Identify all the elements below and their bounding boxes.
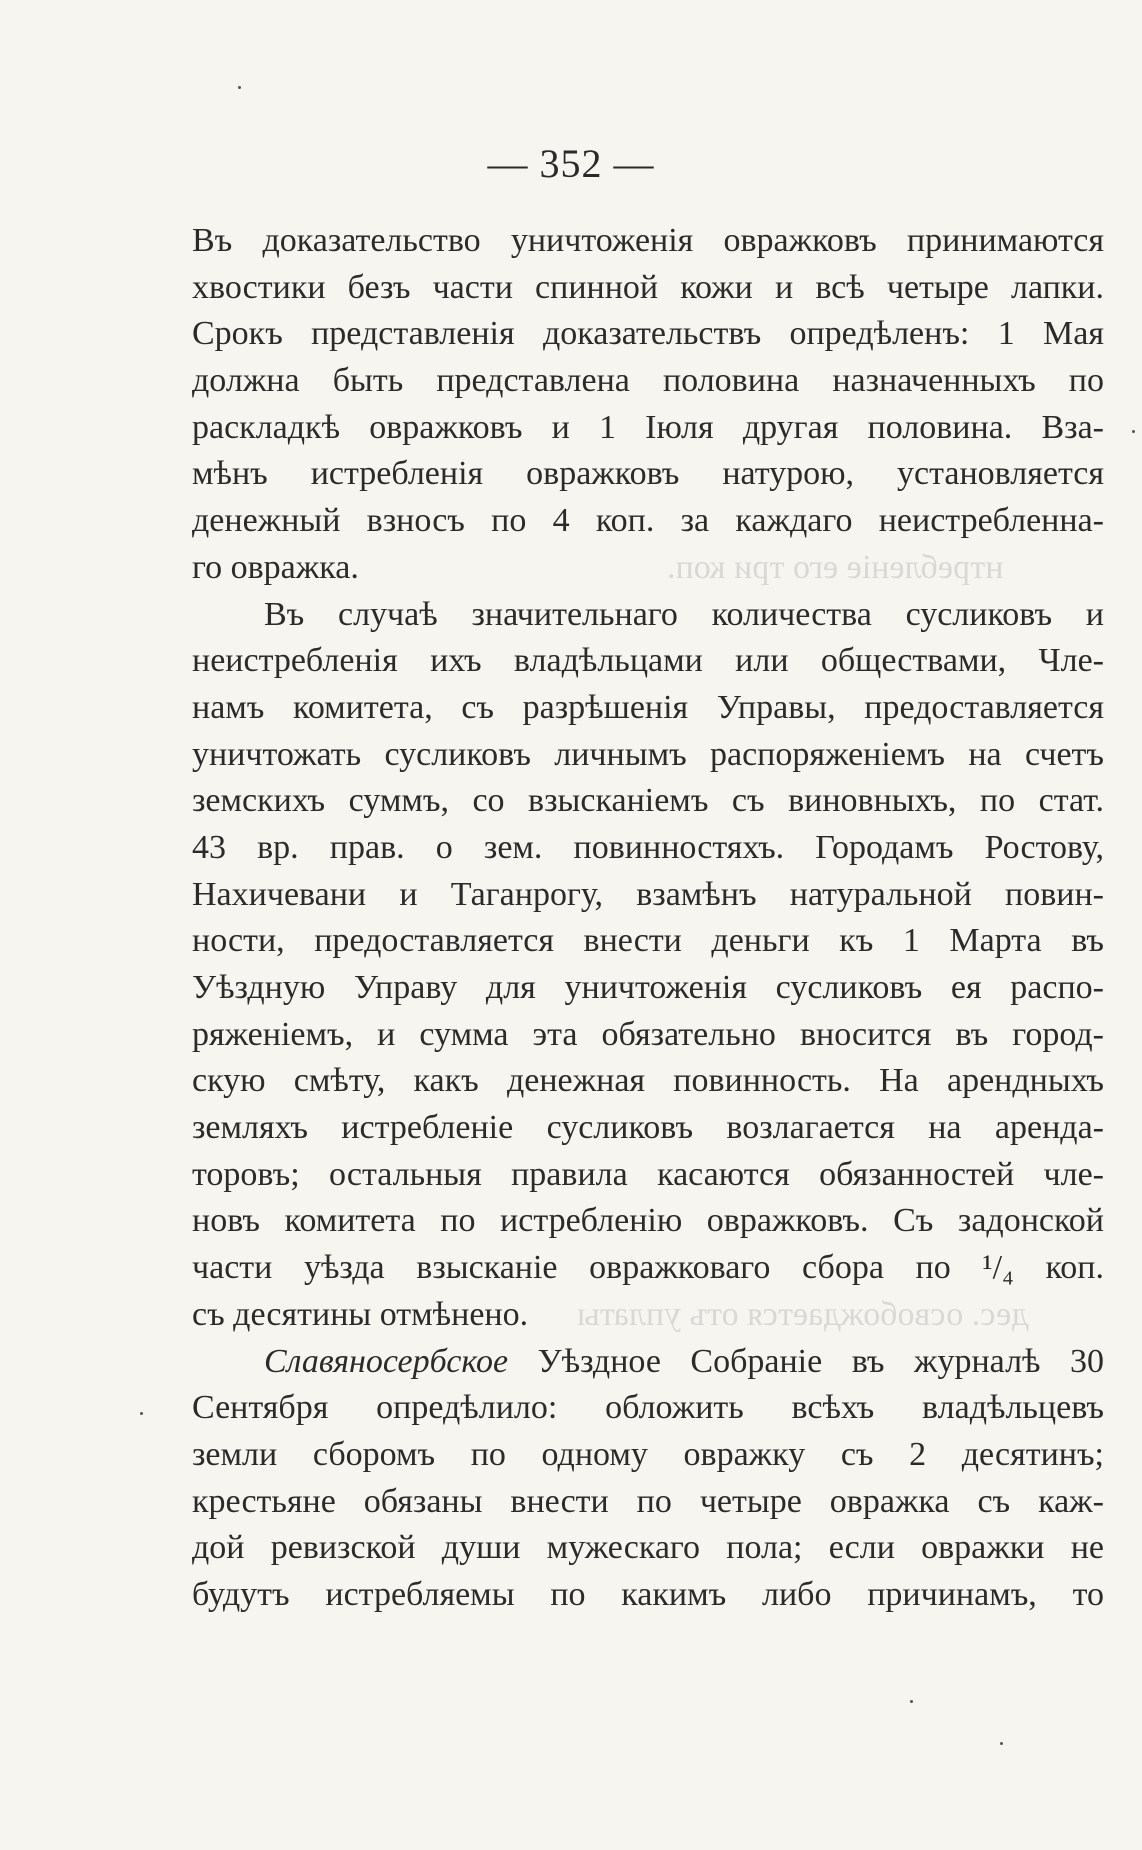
ink-speck — [140, 1412, 143, 1415]
text-line: земскихъ суммъ, со взысканіемъ съ виновныхъ, по стат. — [192, 782, 1104, 820]
page-number: — 352 — — [487, 141, 655, 186]
text-line: денежный взносъ по 4 коп. за каждаго неистребленна- — [192, 502, 1104, 540]
text-line: земляхъ истребленіе сусликовъ возлагается на аренда- — [192, 1109, 1104, 1147]
text-line — [192, 1339, 1104, 1386]
ink-speck — [1000, 1742, 1003, 1745]
text-line: ряженіемъ, и сумма эта обязательно вносится въ город- — [192, 1015, 1104, 1053]
text-line: мѣнъ истребленія овражковъ натурою, установляется — [192, 455, 1104, 493]
text-line: новъ комитета по истребленію овражковъ. Съ задонской — [192, 1202, 1104, 1240]
text-line: 43 вр. прав. о зем. повинностяхъ. Городамъ Ростову, — [192, 828, 1104, 866]
text-line: Сентября опредѣлило: обложить всѣхъ владѣльцевъ — [192, 1389, 1104, 1427]
text-line: Уѣздную Управу для уничтоженія сусликовъ ея распо- — [192, 969, 1104, 1006]
text-line: Въ доказательство уничтоженія овражковъ принимаются — [192, 222, 1104, 259]
text-line: части уѣзда взысканіе овражковаго сбора по ¹/₄ коп. — [192, 1249, 1104, 1287]
ink-speck — [1132, 430, 1135, 433]
text-line: Срокъ представленія доказательствъ опредѣленъ: 1 Мая — [192, 315, 1104, 353]
text-line: будутъ истребляемы по какимъ либо причинамъ, то — [192, 1575, 1104, 1613]
text-line-rest: Уѣздное Собраніе въ журналѣ 30 — [537, 1342, 1104, 1380]
italic-lead-word: Славяносербское — [264, 1342, 509, 1380]
text-line: хвостики безъ части спинной кожи и всѣ четыре лапки. — [192, 268, 1104, 306]
text-line: неистребленія ихъ владѣльцами или обществами, Чле- — [192, 642, 1104, 680]
text-line: дой ревизской души мужескаго пола; если овражки не — [192, 1529, 1104, 1567]
bleed-through-text: дес. освобождается отъ уплаты — [576, 1295, 1029, 1333]
text-line: ности, предоставляется внести деньги къ 1 Марта въ — [192, 922, 1104, 960]
text-line: крестьяне обязаны внести по четыре овражка съ каж- — [192, 1482, 1104, 1520]
text-line: Нахичевани и Таганрогу, взамѣнъ натуральной повин- — [192, 875, 1104, 913]
text-line: намъ комитета, съ разрѣшенія Управы, предоставляется — [192, 688, 1104, 726]
bleed-through-text: нтребленіе его три коп. — [667, 548, 1004, 586]
text-line — [192, 545, 1104, 592]
paragraph-end-text: съ десятины отмѣнено. — [192, 1295, 529, 1333]
paragraph-end-text: го овражка. — [192, 548, 359, 586]
body-text — [192, 218, 1104, 1619]
text-line: должна быть представлена половина назначенныхъ по — [192, 362, 1104, 400]
text-line: раскладкѣ овражковъ и 1 Іюля другая половина. Вза- — [192, 408, 1104, 446]
text-line: скую смѣту, какъ денежная повинность. На арендныхъ — [192, 1062, 1104, 1100]
ink-speck — [238, 86, 241, 89]
text-line: Въ случаѣ значительнаго количества сусликовъ и — [264, 595, 1104, 633]
text-line: уничтожать сусликовъ личнымъ распоряженіемъ на счетъ — [192, 735, 1104, 773]
text-line: торовъ; остальныя правила касаются обязанностей чле- — [192, 1155, 1104, 1193]
text-line — [192, 1292, 1104, 1339]
ink-speck — [910, 1700, 913, 1703]
text-line: земли сборомъ по одному овражку съ 2 десятинъ; — [192, 1435, 1104, 1473]
